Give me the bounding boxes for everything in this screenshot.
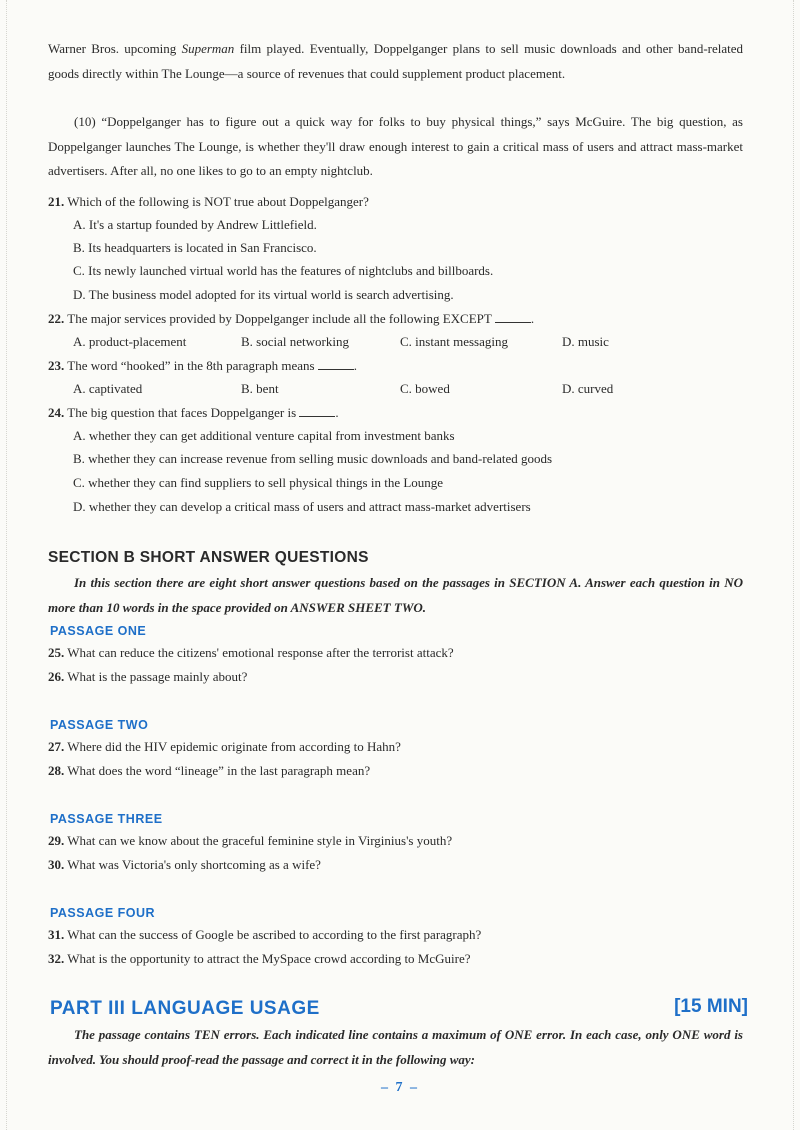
q21-option-d[interactable]: D. The business model adopted for its virtual world is search advertising. xyxy=(73,287,454,302)
question-28: 28. What does the word “lineage” in the last paragraph mean? xyxy=(48,763,371,778)
answer-blank xyxy=(318,357,354,370)
q24-option-d[interactable]: D. whether they can develop a critical mass of users and attract mass-market advertisers xyxy=(73,499,531,514)
question-text: The word “hooked” in the 8th paragraph means xyxy=(67,358,315,373)
passage-four-label: PASSAGE FOUR xyxy=(50,906,156,920)
question-31: 31. What can the success of Google be ascribed to according to the first paragraph? xyxy=(48,927,482,942)
question-number: 24. xyxy=(48,405,65,420)
page-right-edge xyxy=(793,0,800,1130)
page-number: – 7 – xyxy=(381,1080,419,1095)
question-number: 23. xyxy=(48,358,65,373)
question-29: 29. What can we know about the graceful feminine style in Virginius's youth? xyxy=(48,833,453,848)
question-text: Which of the following is NOT true about Doppelganger? xyxy=(67,194,369,209)
passage-paragraph-10: (10) “Doppelganger has to figure out a quick way for folks to buy physical things,” says McGuire. The big question, as Doppelganger launches The Lounge, is whether they'll draw enough interest to gain a critical mass of users and attract mass-market advertisers. After all, no one likes to go to an empty nightclub. xyxy=(48,114,743,178)
question-number: 22. xyxy=(48,311,65,326)
section-b-instruction: In this section there are eight short answer questions based on the passages in SECTION A. Answer each question in NO more than 10 words in the space provided on ANSWER SHEET TWO. xyxy=(48,575,743,615)
question-22: 22. The major services provided by Doppelganger include all the following EXCEPT . xyxy=(48,311,535,326)
q23-options-row xyxy=(73,377,753,401)
q22-option-b[interactable]: B. social networking xyxy=(241,334,349,349)
q22-option-a[interactable]: A. product-placement xyxy=(73,334,187,349)
passage-paragraph-9-end: Warner Bros. upcoming Superman film played. Eventually, Doppelganger plans to sell music downloads and other band-related goods directly within The Lounge—a source of revenues that could supplement product placement. xyxy=(48,41,744,81)
q24-option-b[interactable]: B. whether they can increase revenue from selling music downloads and band-related goods xyxy=(73,451,553,466)
q23-option-a[interactable]: A. captivated xyxy=(73,381,143,396)
section-b-title: SECTION B SHORT ANSWER QUESTIONS xyxy=(48,549,369,566)
question-21 xyxy=(48,190,748,214)
question-32: 32. What is the opportunity to attract the MySpace crowd according to McGuire? xyxy=(48,951,471,966)
question-26: 26. What is the passage mainly about? xyxy=(48,669,248,684)
part-iii-instruction: The passage contains TEN errors. Each indicated line contains a maximum of ONE error. In each case, only ONE word is involved. You should proof-read the passage and correct it in the following way: xyxy=(48,1027,743,1067)
q23-option-b[interactable]: B. bent xyxy=(241,381,279,396)
q21-option-b[interactable]: B. Its headquarters is located in San Francisco. xyxy=(73,240,317,255)
passage-two-label: PASSAGE TWO xyxy=(50,718,149,732)
question-24: 24. The big question that faces Doppelganger is . xyxy=(48,405,339,420)
q21-option-c[interactable]: C. Its newly launched virtual world has the features of nightclubs and billboards. xyxy=(73,263,494,278)
part-iii-title: PART III LANGUAGE USAGE xyxy=(50,998,320,1019)
question-27: 27. Where did the HIV epidemic originate from according to Hahn? xyxy=(48,739,401,754)
film-title: Superman xyxy=(181,41,235,56)
q22-option-d[interactable]: D. music xyxy=(562,334,609,349)
q24-option-a[interactable]: A. whether they can get additional venture capital from investment banks xyxy=(73,428,455,443)
question-25: 25. What can reduce the citizens' emotional response after the terrorist attack? xyxy=(48,645,454,660)
answer-blank xyxy=(495,310,531,323)
question-23: 23. The word “hooked” in the 8th paragraph means . xyxy=(48,358,358,373)
question-text: The big question that faces Doppelganger is xyxy=(67,405,297,420)
q21-option-a[interactable]: A. It's a startup founded by Andrew Littlefield. xyxy=(73,217,317,232)
page-left-edge xyxy=(0,0,7,1130)
q22-option-c[interactable]: C. instant messaging xyxy=(400,334,508,349)
q23-option-c[interactable]: C. bowed xyxy=(400,381,450,396)
question-number: 21. xyxy=(48,194,65,209)
passage-three-label: PASSAGE THREE xyxy=(50,812,163,826)
q23-option-d[interactable]: D. curved xyxy=(562,381,614,396)
answer-blank xyxy=(299,404,335,417)
q24-option-c[interactable]: C. whether they can find suppliers to sell physical things in the Lounge xyxy=(73,475,444,490)
q22-options-row xyxy=(73,330,753,354)
question-30: 30. What was Victoria's only shortcoming as a wife? xyxy=(48,857,321,872)
passage-one-label: PASSAGE ONE xyxy=(50,624,147,638)
part-iii-time: [15 MIN] xyxy=(674,996,748,1017)
question-text: The major services provided by Doppelganger include all the following EXCEPT xyxy=(67,311,492,326)
